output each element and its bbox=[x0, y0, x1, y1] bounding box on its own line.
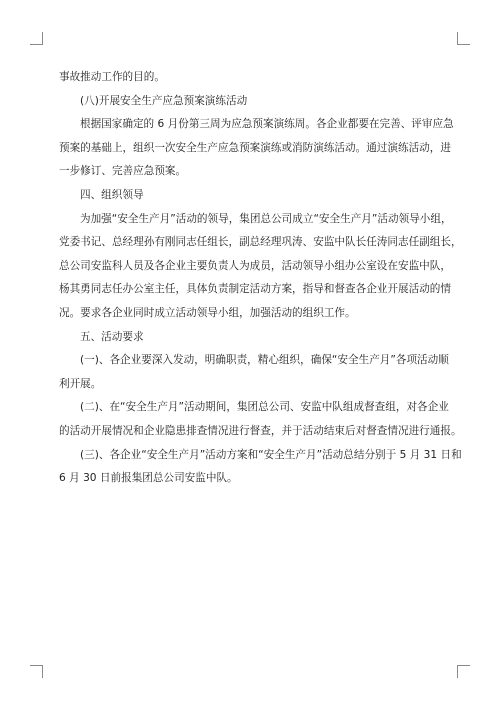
text-line: 根据国家确定的 6 月份第三周为应急预案演练周。各企业都要在完善、评审应急 bbox=[80, 118, 454, 131]
crop-mark-bottom-left bbox=[30, 665, 43, 678]
document-body bbox=[59, 66, 462, 491]
crop-mark-bottom-right bbox=[457, 665, 470, 678]
text-line: 一步修订、完善应急预案。 bbox=[59, 165, 187, 178]
text-line: (一)、各企业要深入发动，明确职责，精心组织，确保“安全生产月”各项活动顺 bbox=[80, 354, 449, 367]
text-line: 四、组织领导 bbox=[80, 188, 144, 201]
text-line: 事故推动工作的目的。 bbox=[59, 71, 165, 83]
text-line: 况。要求各企业同时成立活动领导小组，加强活动的组织工作。 bbox=[59, 306, 356, 319]
text-line: 杨其勇同志任办公室主任，具体负责制定活动方案，指导和督查各企业开展活动的情 bbox=[59, 283, 451, 296]
text-line: 的活动开展情况和企业隐患排查情况进行督查，并于活动结束后对督查情况进行通报。 bbox=[59, 424, 462, 437]
crop-mark-top-right bbox=[457, 32, 470, 45]
text-line: (二)、在“安全生产月”活动期间，集团总公司、安监中队组成督查组，对各企业 bbox=[80, 401, 449, 414]
text-line: 利开展。 bbox=[59, 377, 102, 390]
text-line: (八)开展安全生产应急预案演练活动 bbox=[80, 94, 248, 107]
text-line: 党委书记、总经理孙有刚同志任组长，副总经理巩涛、安监中队长任涛同志任副组长， bbox=[59, 236, 462, 249]
text-line: 总公司安监科人员及各企业主要负责人为成员，活动领导小组办公室设在安监中队， bbox=[59, 259, 451, 272]
text-line: 6 月 30 日前报集团总公司安监中队。 bbox=[59, 472, 238, 485]
crop-mark-top-left bbox=[30, 32, 43, 45]
text-line: 为加强“安全生产月”活动的领导，集团总公司成立“安全生产月”活动领导小组， bbox=[80, 212, 452, 225]
text-line: 预案的基础上，组织一次安全生产应急预案演练或消防演练活动。通过演练活动，进 bbox=[59, 141, 451, 154]
text-line: 五、活动要求 bbox=[80, 330, 144, 343]
text-line: (三)、各企业“安全生产月”活动方案和“安全生产月”活动总结分别于 5 月 31 日和 bbox=[80, 448, 462, 461]
